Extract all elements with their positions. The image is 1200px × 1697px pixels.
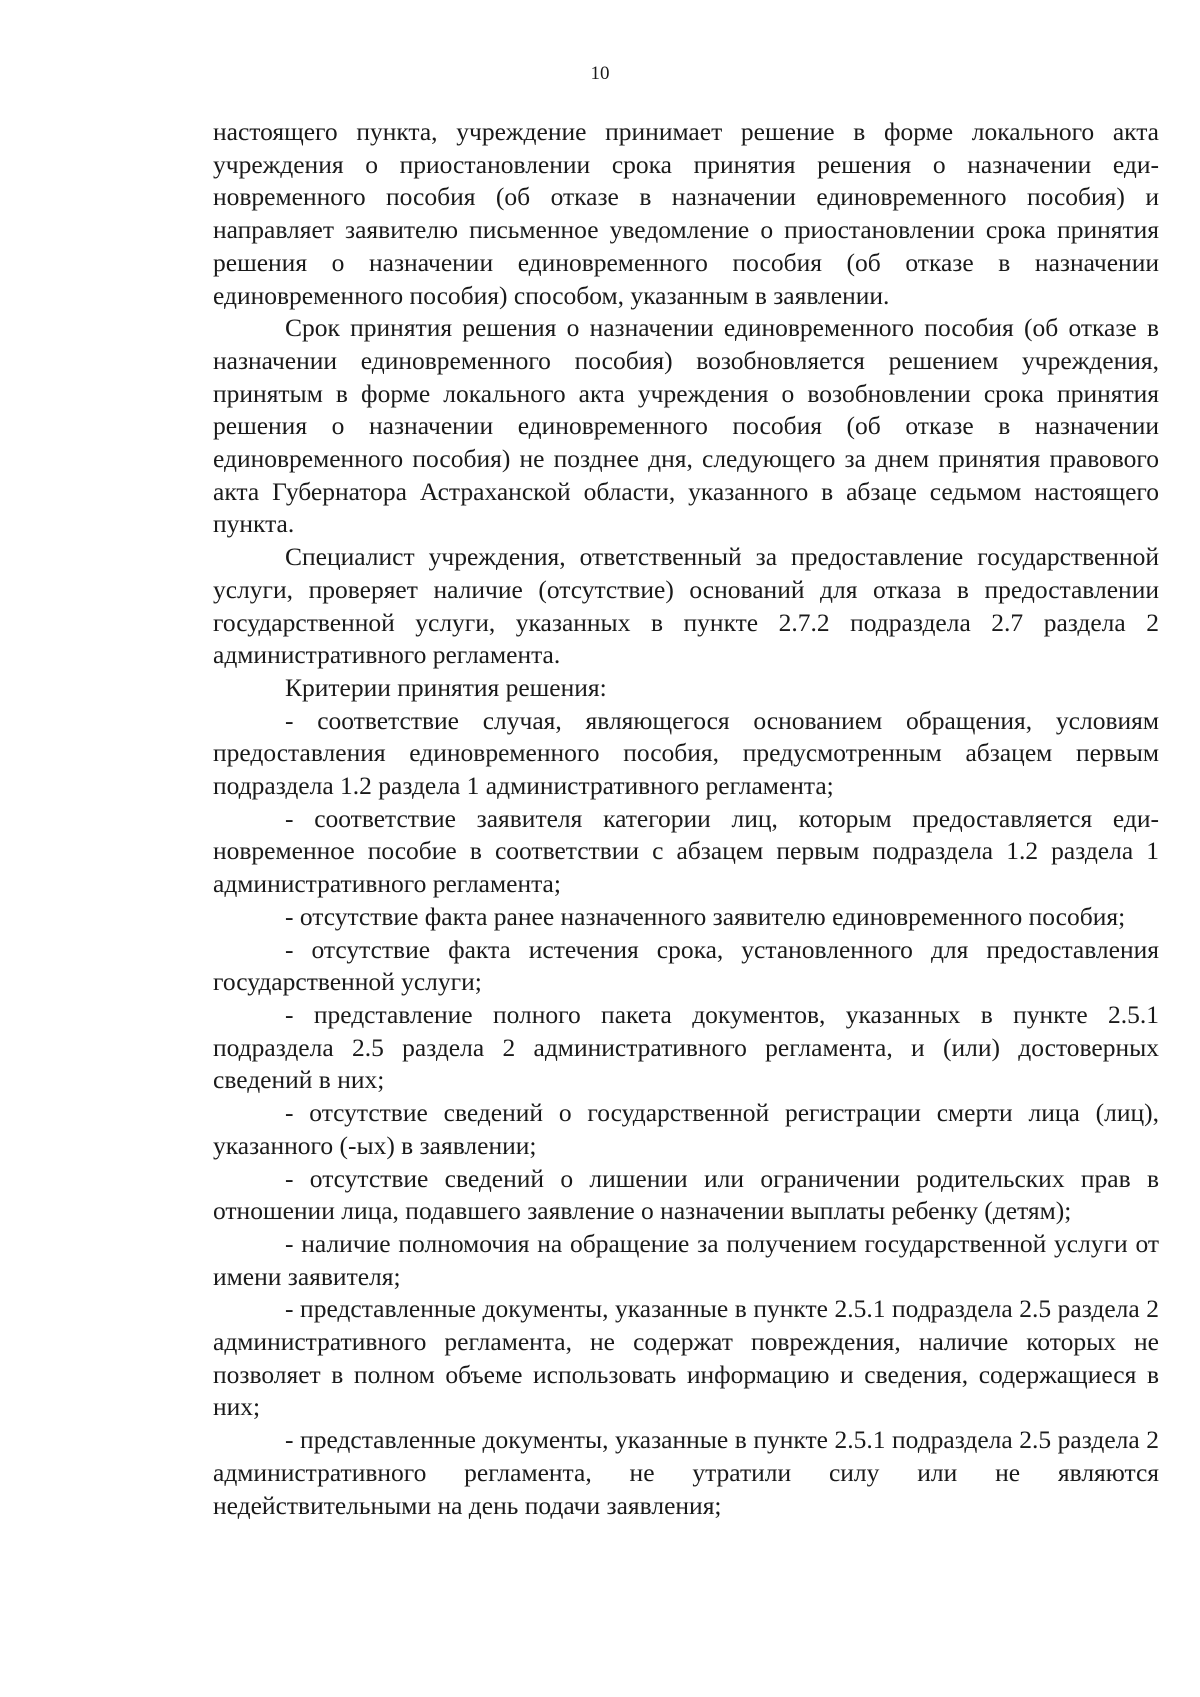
paragraph-term-resumption: Срок принятия решения о назначении единовременного пособия (об отказе в назначении единовременного пособия) возобновляется решением учреждения, принятым в форме локального акта учреждения о возобновлении срока принятия решения о назначении единовременного пособия (об отказе в назначении единовременного пособия) не позднее дня, следующего за днем принятия правового акта Губернатора Астраханской области, указанного в абзаце седьмом настоящего пункта. xyxy=(213,313,1159,539)
criteria-list xyxy=(213,705,1159,1523)
criteria-item: - представленные документы, указанные в пункте 2.5.1 подраздела 2.5 раздела 2 административного регламента, не содержат повреждения, наличие которых не позволяет в полном объеме использовать информацию и сведения, содержащиеся в них; xyxy=(213,1294,1159,1422)
criteria-item: - представленные документы, указанные в пункте 2.5.1 подраздела 2.5 раздела 2 административного регламента, не утратили силу или не являются недействительными на день подачи заявления; xyxy=(213,1425,1159,1520)
criteria-item: - отсутствие факта истечения срока, установленного для предоставления государственной услуги; xyxy=(213,934,1159,997)
criteria-item: - отсутствие сведений о лишении или ограничении родительских прав в отношении лица, подавшего заявление о назначении выплаты ребенку (детям); xyxy=(213,1163,1159,1226)
paragraph-suspension-decision: настоящего пункта, учреждение принимает решение в форме локального акта учреждения о приостановлении срока принятия решения о назначении единовременного пособия (об отказе в назначении единовременного пособия) и направляет заявителю письменное уведомление о приостановлении срока принятия решения о назначении единовременного пособия (об отказе в назначении единовременного пособия) способом, указанным в заявлении. xyxy=(213,117,1159,310)
criteria-item: - наличие полномочия на обращение за получением государственной услуги от имени заявителя; xyxy=(213,1228,1159,1291)
paragraph-specialist-check: Специалист учреждения, ответственный за предоставление государственной услуги, проверяет наличие (отсутствие) оснований для отказа в предоставлении государственной услуги, указанных в пункте 2.7.2 подраздела 2.7 раздела 2 административного регламента. xyxy=(213,542,1159,670)
paragraph-criteria-heading: Критерии принятия решения: xyxy=(285,672,607,702)
criteria-item: - отсутствие сведений о государственной регистрации смерти лица (лиц), указанного (-ых) в заявлении; xyxy=(213,1098,1159,1160)
criteria-item: - отсутствие факта ранее назначенного заявителю единовременного пособия; xyxy=(285,901,1126,931)
criteria-item: - представление полного пакета документов, указанных в пункте 2.5.1 подраздела 2.5 раздела 2 административного регламента, и (или) достоверных сведений в них; xyxy=(213,999,1159,1095)
page-number: 10 xyxy=(590,63,610,84)
criteria-item: - соответствие заявителя категории лиц, которым предоставляется единовременное пособие в соответствии с абзацем первым подраздела 1.2 раздела 1 административного регламента; xyxy=(213,803,1159,899)
criteria-item: - соответствие случая, являющегося основанием обращения, условиям предоставления единовременного пособия, предусмотренным абзацем первым подраздела 1.2 раздела 1 административного регламента; xyxy=(213,705,1159,801)
document-body xyxy=(213,116,1159,1522)
